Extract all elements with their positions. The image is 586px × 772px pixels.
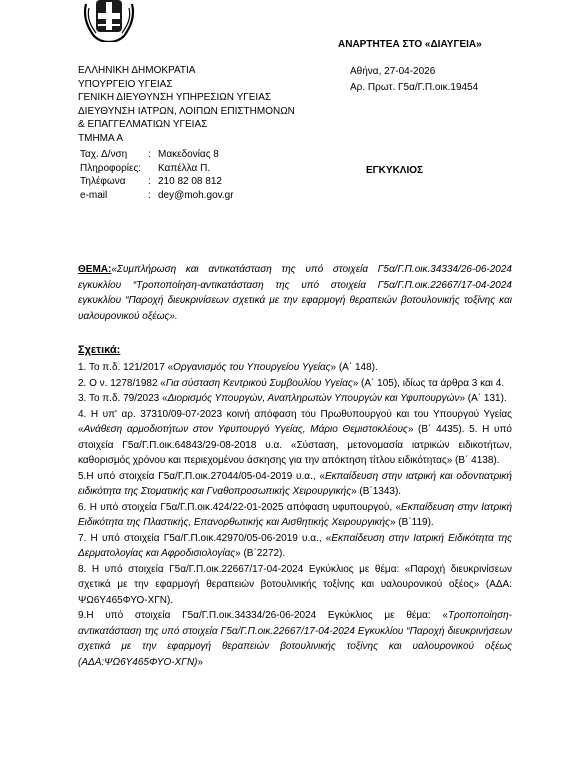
subject-label: ΘΕΜΑ: [78, 264, 112, 275]
reference-item: 6. Η υπό στοιχεία Γ5α/Γ.Π.οικ.424/22-01-2025 απόφαση υφυπουργού, «Εκπαίδευση στην Ιατρική Ειδικότητα της Πλαστικής, Επανορθωτικής και Αισθητικής Χειρουργικής» (Β΄119). [78, 501, 512, 528]
publish-note: ΑΝΑΡΤΗΤΕΑ ΣΤΟ «ΔΙΑΥΓΕΙΑ» [338, 39, 482, 50]
reference-item: 9.Η υπό στοιχεία Γ5α/Γ.Π.οικ.34334/26-06-2024 Εγκύκλιος με θέμα: «Τροποποίηση-αντικατάσταση της υπό στοιχεία Γ5α/Γ.Π.οικ.22667/17-04-2024 Εγκυκλίου “Παροχή διευκρινήσεων σχετικά με την εφαρμογή θεραπειών βοτουλινικής τοξίνης και υαλουρονικού οξέως (ΑΔΑ:ΨΩ6Υ465ΦΥΟ-ΧΓΝ)» [78, 610, 512, 668]
contact-block [80, 148, 234, 202]
contact-label: Ταχ. Δ/νση [80, 149, 128, 160]
date-protocol-block [350, 64, 478, 96]
contact-sep: : [148, 149, 151, 160]
reference-item: 5.Η υπό στοιχεία Γ5α/Γ.Π.οικ.27044/05-04-2019 υ.α., «Εκπαίδευση στην ιατρική και οδοντιατρική ειδικότητα της Στοματικής και Γναθοπροσωπικής Χειρουργικής» (Β΄1343). [78, 470, 512, 497]
sender-block [78, 64, 295, 145]
reference-item: 4. Η υπ' αρ. 37310/09-07-2023 κοινή απόφαση του Πρωθυπουργού και του Υπουργού Υγείας «Ανάθεση αρμοδιοτήτων στον Υφυπουργό Υγείας, Μάριο Θεμιστοκλέους» (Β΄ 4435). 5. Η υπό στοιχεία Γ5α/Γ.Π.οικ.64843/29-08-2018 υ.α. «Σύσταση, μετονομασία ιατρικών ειδικοτήτων, καθορισμός χρόνου και περιεχομένου άσκησης για την απόκτηση τίτλου ειδικότητας» (Β΄ 4138). [78, 408, 512, 466]
greek-coat-of-arms-emblem [80, 0, 138, 42]
protocol-number: Αρ. Πρωτ. Γ5α/Γ.Π.οικ.19454 [350, 82, 479, 93]
place-date: Αθήνα, 27-04-2026 [350, 66, 436, 77]
references-heading: Σχετικά: [78, 344, 121, 356]
reference-item: 3. Το π.δ. 79/2023 «Διορισμός Υπουργών, Αναπληρωτών Υπουργών και Υφυπουργών» (Α΄ 131). [78, 393, 507, 404]
subject-text: «Συμπλήρωση και αντικατάσταση της υπό στοιχεία Γ5α/Γ.Π.οικ.34334/26-06-2024 εγκυκλίου “Τροποποίηση-αντικατάσταση της υπό στοιχεία Γ5α/Γ.Π.οικ.22667/17-04-2024 εγκυκλίου “Παροχή διευκρινίσεων σχετικά με την εφαρμογή θεραπειών βοτουλονικής τοξίνης και υαλουρονικού οξέως». [78, 264, 512, 322]
document-type: ΕΓΚΥΚΛΙΟΣ [366, 165, 424, 176]
contact-value: Καπέλλα Π. [158, 162, 211, 174]
reference-item: 8. Η υπό στοιχεία Γ5α/Γ.Π.οικ.22667/17-04-2024 Εγκύκλιος με θέμα: «Παροχή διευκρινίσεων σχετικά με την εφαρμογή θεραπειών βοτουλινικής τοξίνης και υαλουρονικού οξέος» (ΑΔΑ: ΨΩ6Υ465ΦΥΟ-ΧΓΝ). [78, 563, 512, 606]
contact-value: Μακεδονίας 8 [158, 149, 219, 160]
contact-row [80, 189, 234, 203]
contact-value: 210 82 08 812 [158, 176, 222, 187]
contact-row [80, 175, 234, 189]
references-list [78, 360, 512, 670]
sender-line: ΥΠΟΥΡΓΕΙΟ ΥΓΕΙΑΣ [78, 78, 173, 90]
reference-item: 2. Ο ν. 1278/1982 «Για σύσταση Κεντρικού Συμβουλίου Υγείας» (Α΄ 105), ιδίως τα άρθρα 3 και 4. [78, 377, 505, 389]
contact-row [80, 148, 234, 162]
contact-sep: : [148, 189, 151, 201]
contact-label: Τηλέφωνα [80, 176, 126, 187]
reference-item: 1. Το π.δ. 121/2017 «Οργανισμός του Υπουργείου Υγείας» (Α΄ 148). [78, 362, 378, 373]
contact-email-link[interactable]: dey@moh.gov.gr [158, 189, 234, 201]
reference-item: 7. Η υπό στοιχεία Γ5α/Γ.Π.οικ.42970/05-06-2019 υ.α., «Εκπαίδευση στην Ιατρική Ειδικότητα της Δερματολογίας και Αφροδισιολογίας» (Β΄2272). [78, 532, 512, 559]
contact-label: Πληροφορίες: [80, 162, 142, 174]
contact-sep: : [148, 176, 151, 187]
sender-line: ΕΛΛΗΝΙΚΗ ΔΗΜΟΚΡΑΤΙΑ [78, 65, 196, 76]
sender-line: ΓΕΝΙΚΗ ΔΙΕΥΘΥΝΣΗ ΥΠΗΡΕΣΙΩΝ ΥΓΕΙΑΣ [78, 92, 272, 103]
contact-row [80, 162, 234, 176]
subject-paragraph [78, 262, 512, 324]
sender-line: & ΕΠΑΓΓΕΛΜΑΤΙΩΝ ΥΓΕΙΑΣ [78, 119, 208, 130]
sender-line: ΔΙΕΥΘΥΝΣΗ ΙΑΤΡΩΝ, ΛΟΙΠΩΝ ΕΠΙΣΤΗΜΟΝΩΝ [78, 105, 295, 117]
contact-label: e-mail [80, 189, 108, 201]
sender-line: ΤΜΗΜΑ Α [78, 132, 124, 144]
